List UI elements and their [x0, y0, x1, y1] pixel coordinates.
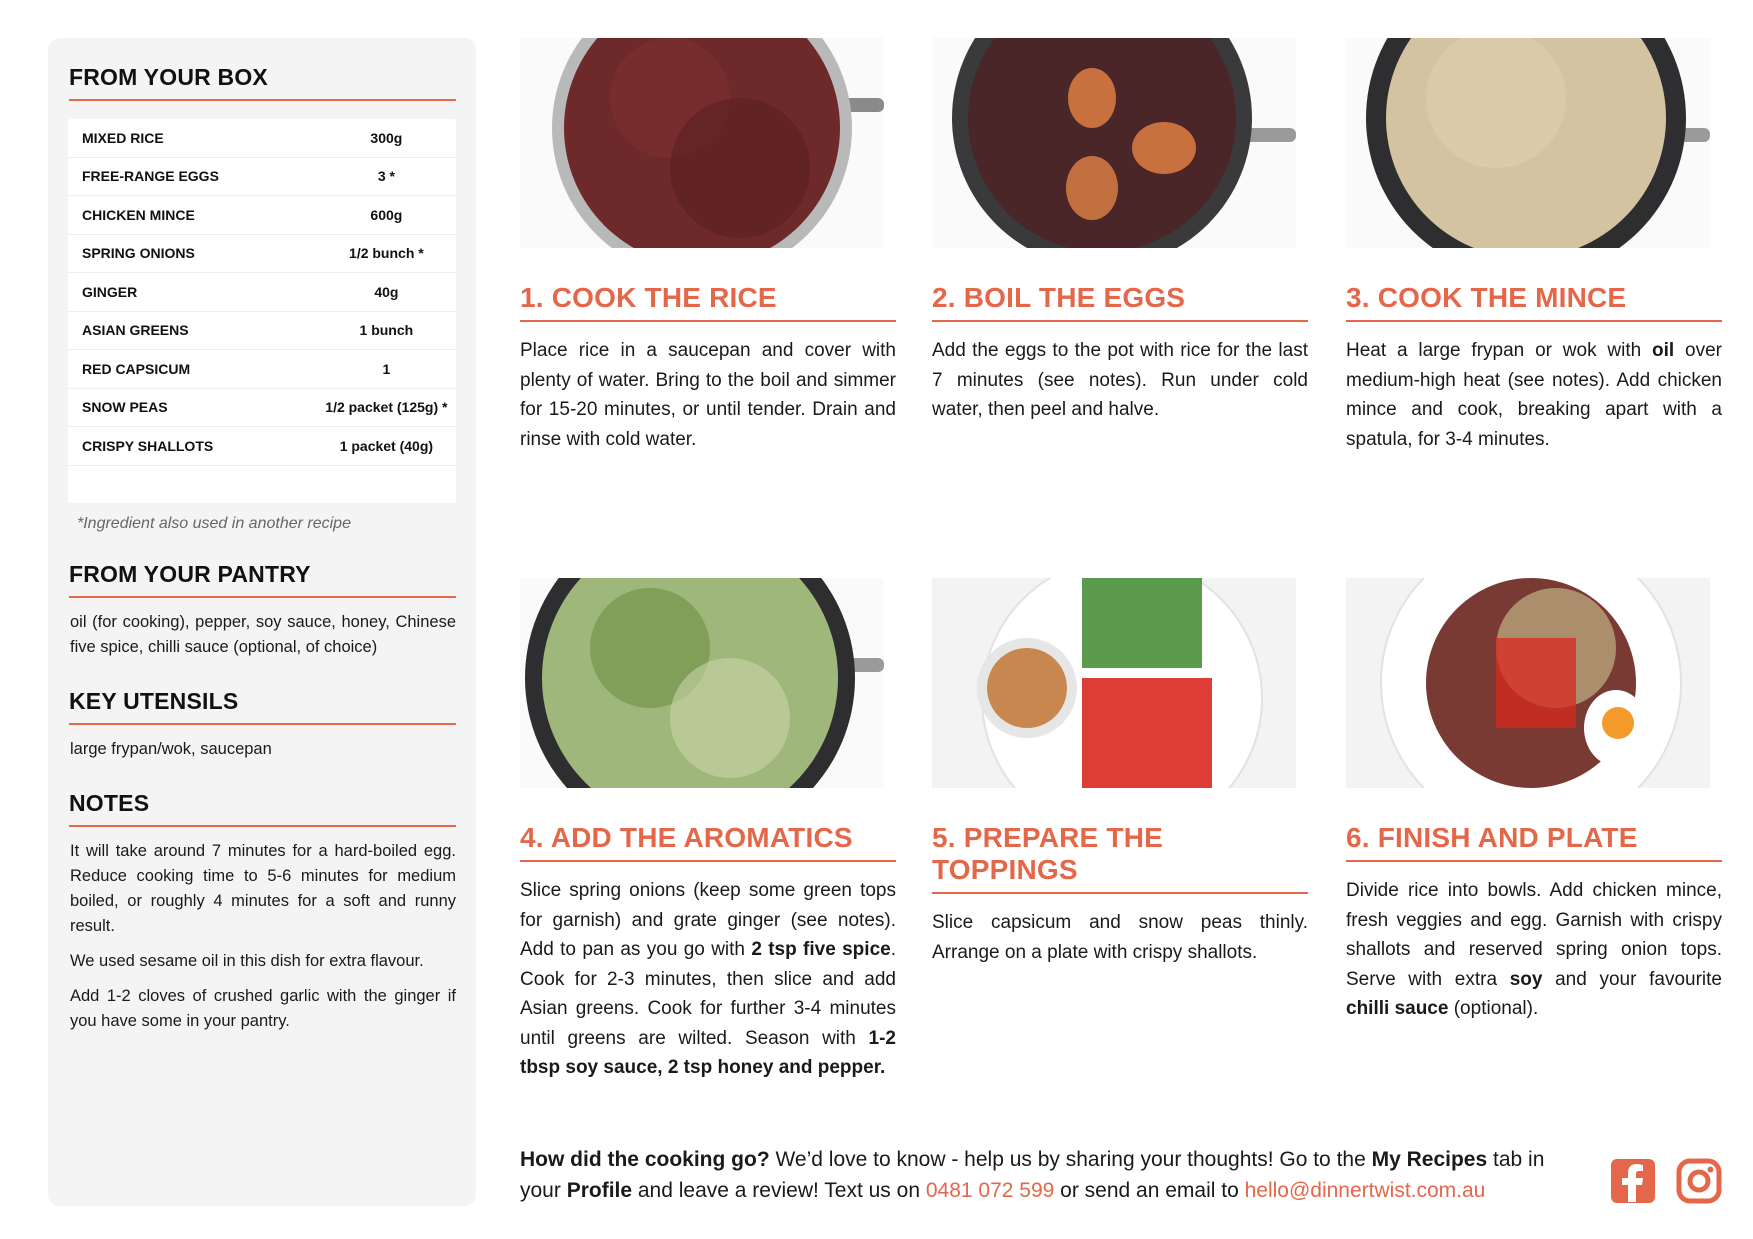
eggs-in-pot-image — [932, 38, 1296, 248]
step-4-body: Slice spring onions (keep some green tops for garnish) and grate ginger (see notes). Add to pan as you go with 2 tsp five spice. Cook for 2-3 minutes, then slice and add Asian greens. Cook for further 3-4 minutes until greens are wilted. Season with 1-2 tbsp soy sauce, 2 tsp honey and pepper. — [520, 880, 896, 1078]
step-6-body: Divide rice into bowls. Add chicken mince, fresh veggies and egg. Garnish with crispy shallots and reserved spring onion tops. Serve with extra soy and your favourite chilli sauce (optional). — [1346, 880, 1722, 1019]
ingredient-qty: 1/2 packet (125g) * — [325, 399, 448, 416]
table-row — [68, 273, 456, 312]
step-5-title: 5. PREPARE THE TOPPINGS — [932, 822, 1308, 894]
step-4-photo — [520, 578, 884, 788]
ingredients-panel — [48, 38, 476, 1206]
toppings-plate-image — [932, 578, 1296, 788]
ingredient-name: GINGER — [82, 283, 138, 300]
ingredient-name: CHICKEN MINCE — [82, 206, 195, 223]
instagram-icon[interactable] — [1676, 1158, 1722, 1204]
step-1-title: 1. COOK THE RICE — [520, 282, 896, 322]
pantry-heading: FROM YOUR PANTRY — [69, 561, 456, 598]
mince-in-pan-image — [1346, 38, 1710, 248]
ingredient-qty: 1/2 bunch * — [349, 245, 424, 262]
step-2-title: 2. BOIL THE EGGS — [932, 282, 1308, 322]
notes-section — [68, 790, 456, 1034]
step-4-title: 4. ADD THE AROMATICS — [520, 822, 896, 862]
step-5 — [932, 578, 1308, 967]
table-row — [68, 119, 456, 158]
table-row — [68, 389, 456, 428]
step-3-body: Heat a large frypan or wok with oil over medium-high heat (see notes). Add chicken mince and cook, breaking apart with a spatula, for 3-4 minutes. — [1346, 340, 1722, 450]
step-6 — [1346, 578, 1722, 1024]
utensils-section — [68, 688, 456, 762]
step-4 — [520, 578, 896, 1083]
utensils-heading: KEY UTENSILS — [69, 688, 456, 725]
ingredient-name: MIXED RICE — [82, 129, 164, 146]
note-item: It will take around 7 minutes for a hard-boiled egg. Reduce cooking time to 5-6 minutes for medium boiled, or roughly 4 minutes for a soft and runny result. — [70, 842, 456, 935]
feedback-text: How did the cooking go? We’d love to know - help us by sharing your thoughts! Go to the My Recipes tab in your Profile and leave a review! Text us on 0481 072 599 or send an email to hello@dinnertwist.com.au — [520, 1148, 1545, 1202]
step-3-photo — [1346, 38, 1710, 248]
plated-dish-image — [1346, 578, 1710, 788]
ingredient-name: SNOW PEAS — [82, 399, 168, 416]
step-2 — [932, 38, 1308, 425]
step-1 — [520, 38, 896, 454]
ingredient-qty: 1 — [382, 360, 391, 377]
ingredient-qty: 3 * — [377, 168, 395, 185]
table-row — [68, 235, 456, 274]
phone-link[interactable]: 0481 072 599 — [925, 1179, 1055, 1202]
ingredient-name: RED CAPSICUM — [82, 360, 191, 377]
ingredients-table — [68, 119, 456, 503]
ingredient-name: FREE-RANGE EGGS — [82, 168, 219, 185]
ingredient-qty: 1 bunch — [359, 322, 414, 339]
ingredient-name: SPRING ONIONS — [82, 245, 195, 262]
utensils-text: large frypan/wok, saucepan — [70, 740, 272, 758]
step-6-photo — [1346, 578, 1710, 788]
step-3-title: 3. COOK THE MINCE — [1346, 282, 1722, 322]
ingredient-qty: 600g — [370, 206, 403, 223]
step-3 — [1346, 38, 1722, 454]
step-5-body: Slice capsicum and snow peas thinly. Arrange on a plate with crispy shallots. — [932, 912, 1308, 963]
table-row — [68, 350, 456, 389]
step-1-photo — [520, 38, 884, 248]
ingredient-name: ASIAN GREENS — [82, 322, 189, 339]
table-row — [68, 196, 456, 235]
ingredient-qty: 1 packet (40g) — [339, 437, 434, 454]
note-item: We used sesame oil in this dish for extra flavour. — [70, 952, 424, 970]
pantry-text: oil (for cooking), pepper, soy sauce, honey, Chinese five spice, chilli sauce (optional, of choice) — [70, 613, 456, 656]
step-2-photo — [932, 38, 1296, 248]
email-link[interactable]: hello@dinnertwist.com.au — [1244, 1179, 1486, 1202]
ingredient-qty: 300g — [370, 129, 403, 146]
facebook-icon[interactable] — [1610, 1158, 1656, 1204]
note-item: Add 1-2 cloves of crushed garlic with the ginger if you have some in your pantry. — [70, 987, 456, 1030]
step-2-body: Add the eggs to the pot with rice for the last 7 minutes (see notes). Run under cold water, then peel and halve. — [932, 340, 1308, 420]
aromatics-in-pan-image — [520, 578, 884, 788]
ingredient-footnote: *Ingredient also used in another recipe — [77, 515, 351, 532]
table-row — [68, 312, 456, 351]
step-6-title: 6. FINISH AND PLATE — [1346, 822, 1722, 862]
table-row — [68, 427, 456, 466]
table-row — [68, 158, 456, 197]
step-1-body: Place rice in a saucepan and cover with plenty of water. Bring to the boil and simmer for 15-20 minutes, or until tender. Drain and rinse with cold water. — [520, 340, 896, 450]
from-your-box-heading: FROM YOUR BOX — [69, 64, 456, 101]
step-5-photo — [932, 578, 1296, 788]
ingredient-name: CRISPY SHALLOTS — [82, 437, 214, 454]
pantry-section — [68, 561, 456, 660]
rice-in-strainer-image — [520, 38, 884, 248]
ingredient-qty: 40g — [374, 283, 399, 300]
notes-heading: NOTES — [69, 790, 456, 827]
